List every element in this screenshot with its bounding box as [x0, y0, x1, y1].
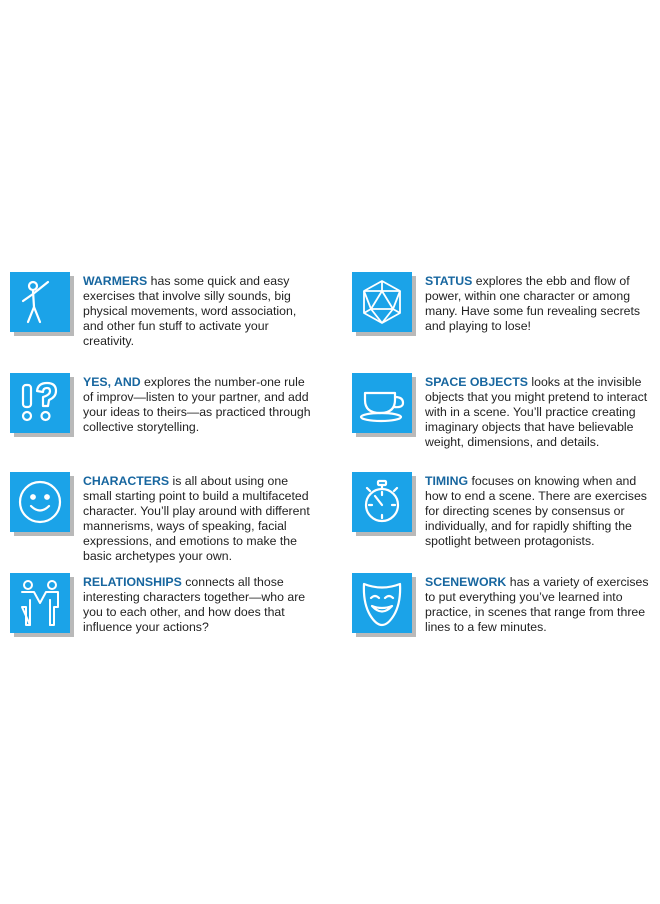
- section-keyword: TIMING: [425, 474, 469, 488]
- section-keyword: SCENEWORK: [425, 575, 507, 589]
- theater-mask-icon: [352, 573, 412, 633]
- teacup-icon: [352, 373, 412, 433]
- section-description: WARMERS has some quick and easy exercises that involve silly sounds, big physical movements, word association, and other fun stuff to activate your creativity.: [83, 274, 297, 348]
- section-description: SCENEWORK has a variety of exercises to put everything you’ve learned into practice, in scenes that range from three lines to a few minutes.: [425, 575, 649, 634]
- section-description: STATUS explores the ebb and flow of power, within one character or among many. Have some fun revealing secrets and playing to lose!: [425, 274, 641, 333]
- smiley-face-icon: [10, 472, 70, 532]
- section-keyword: CHARACTERS: [83, 474, 170, 488]
- section-description: YES, AND explores the number-one rule of improv—listen to your partner, and add your ideas to theirs—as practiced through collective storytelling.: [83, 375, 311, 434]
- section-keyword: YES, AND: [83, 375, 141, 389]
- section-keyword: WARMERS: [83, 274, 148, 288]
- section-description: TIMING focuses on knowing when and how to end a scene. There are exercises for directing scenes by consensus or individually, and for rapidly shifting the spotlight between protagonists.: [425, 474, 647, 548]
- section-keyword: STATUS: [425, 274, 473, 288]
- dancing-person-icon: [10, 272, 70, 332]
- section-description: SPACE OBJECTS looks at the invisible objects that you might pretend to interact with in a scene. You’ll practice creating imaginary objects that have believable weight, dimensions, and details.: [425, 375, 648, 449]
- icosahedron-icon: [352, 272, 412, 332]
- section-keyword: SPACE OBJECTS: [425, 375, 528, 389]
- stopwatch-icon: [352, 472, 412, 532]
- exclamation-question-icon: [10, 373, 70, 433]
- section-keyword: RELATIONSHIPS: [83, 575, 182, 589]
- section-description: CHARACTERS is all about using one small starting point to build a multifaceted character. You’ll play around with different mannerisms, ways of speaking, facial expressions, and emotions to make the basic archetypes your own.: [83, 474, 310, 563]
- two-people-icon: [10, 573, 70, 633]
- section-description: RELATIONSHIPS connects all those interesting characters together—who are you to each other, and how does that influence your actions?: [83, 575, 306, 634]
